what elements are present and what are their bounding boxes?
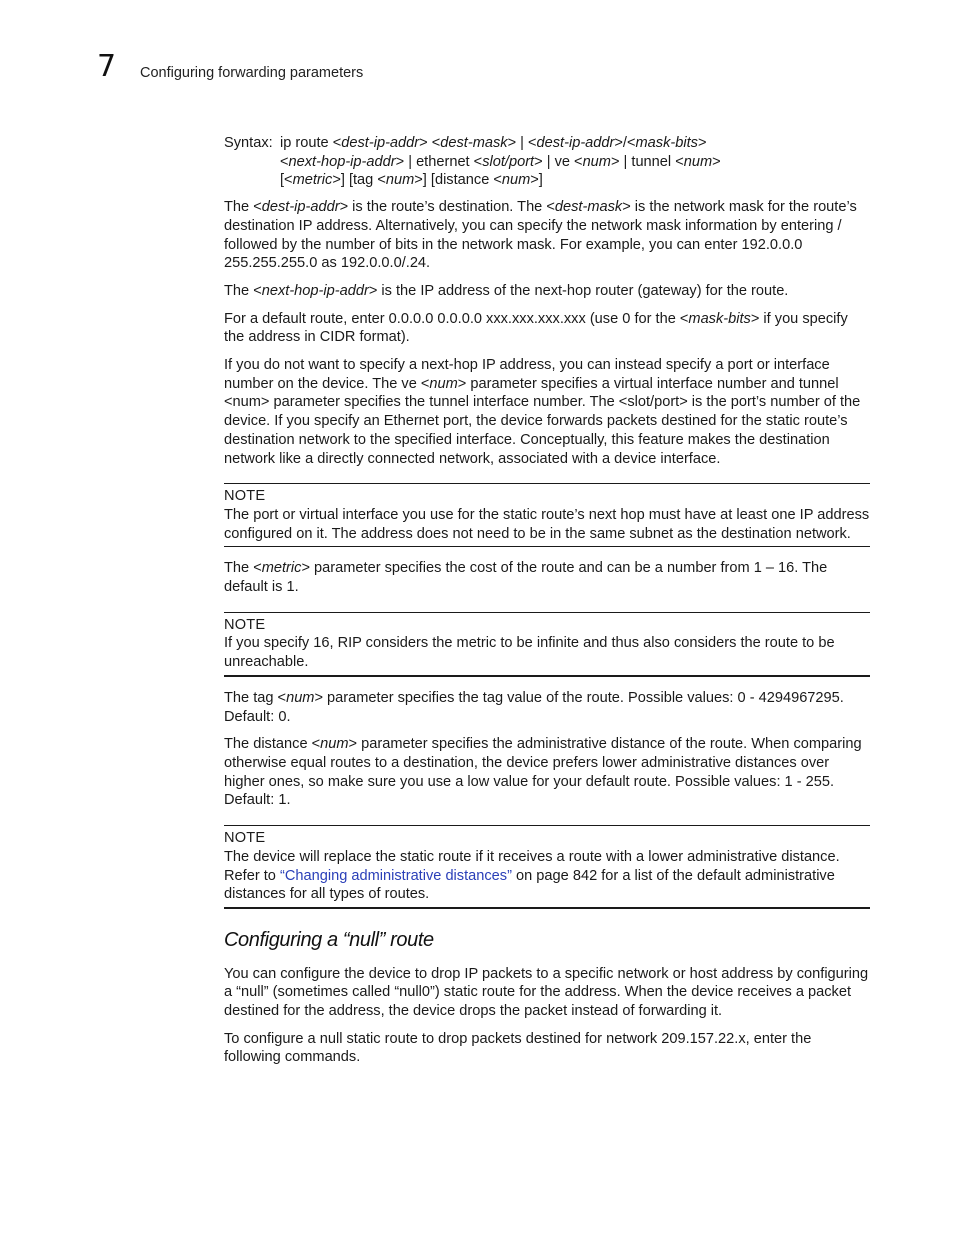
syntax-label: Syntax: <box>224 135 273 151</box>
note-box-2 <box>224 612 870 677</box>
paragraph-null-route-commands: To configure a null static route to drop packets destined for network 209.157.22.x, enter the following commands. <box>224 1030 812 1066</box>
cross-reference-link[interactable]: “Changing administrative distances” <box>279 867 512 884</box>
note-title: NOTE <box>224 830 266 847</box>
paragraph-dest-ip-addr: The <dest-ip-addr> is the route’s destination. The <dest-mask> is the network mask for the route’s destination IP address. Alternatively, you can specify the network mask information by entering / followed by the number of bits in the network mask. For example, you can enter 192.0.0.0 255.255.255.0 as 192.0.0.0/.24. <box>224 199 857 272</box>
note-text: The port or virtual interface you use for the static route’s next hop must have at least one IP address configured on it. The address does not need to be in the same subnet as the destination network. <box>224 506 870 542</box>
keyword-distance: distance <box>253 736 308 753</box>
chapter-number: 7 <box>97 49 117 84</box>
paragraph-null-route-intro: You can configure the device to drop IP packets to a specific network or host address by configuring a “null” (sometimes called “null0”) static route for the address. When the device receives a packet destined for the address, the device drops the packet instead of forwarding it. <box>224 965 869 1020</box>
paragraph-next-hop: The <next-hop-ip-addr> is the IP address of the next-hop router (gateway) for the route. <box>224 282 789 299</box>
syntax-line-2: <next-hop-ip-addr> | ethernet <slot/port> | ve <num> | tunnel <num> <box>280 153 721 170</box>
note-box-3 <box>224 825 870 909</box>
note-title: NOTE <box>224 616 266 633</box>
note-title: NOTE <box>224 488 266 505</box>
syntax-keyword: tunnel <box>631 153 672 170</box>
syntax-keyword: ethernet <box>416 153 470 170</box>
note-text: If you specify 16, RIP considers the metric to be infinite and thus also considers the route to be unreachable. <box>224 635 835 671</box>
section-heading: Configuring a “null” route <box>224 928 434 951</box>
syntax-line-1: ip route <dest-ip-addr> <dest-mask> | <dest-ip-addr>/<mask-bits> <box>280 135 707 151</box>
syntax-line-3: [<metric>] [tag <num>] [distance <num>] <box>280 172 543 189</box>
note-box-1 <box>224 483 870 547</box>
syntax-keyword: tag <box>353 172 374 189</box>
keyword-tag: tag <box>253 689 274 706</box>
page-content <box>224 134 870 1076</box>
syntax-keyword: ve <box>554 153 570 170</box>
syntax-body <box>280 134 721 190</box>
syntax-block <box>224 134 870 190</box>
paragraph-tag: The tag <num> parameter specifies the tag value of the route. Possible values: 0 - 4294967295. Default: 0. <box>224 689 844 725</box>
note-text: The device will replace the static route if it receives a route with a lower administrative distance. Refer to “Changing administrative distances” on page 842 for a list of the default administrative distances for all types of routes. <box>224 848 840 903</box>
chapter-title: Configuring forwarding parameters <box>140 65 364 81</box>
paragraph-metric: The <metric> parameter specifies the cost of the route and can be a number from 1 – 16. The default is 1. <box>224 560 828 596</box>
paragraph-port-interface: If you do not want to specify a next-hop IP address, you can instead specify a port or interface number on the device. The ve <num> parameter specifies a virtual interface number and tunnel <num> parameter specifies the tunnel interface number. The <slot/port> is the port’s number of the device. If you specify an Ethernet port, the device forwards packets destined for the static route’s destination network to the specified interface. Conceptually, this feature makes the destination network like a directly connected network, associated with a device interface. <box>224 357 861 467</box>
syntax-keyword: ip route <box>280 135 329 151</box>
paragraph-default-route: For a default route, enter 0.0.0.0 0.0.0.0 xxx.xxx.xxx.xxx (use 0 for the <mask-bits> if you specify the address in CIDR format). <box>224 310 848 346</box>
syntax-keyword: distance <box>434 172 490 189</box>
paragraph-distance: The distance <num> parameter specifies the administrative distance of the route. When comparing otherwise equal routes to a destination, the device prefers lower administrative distances over higher ones, so make sure you use a low value for your default route. Possible values: 1 - 255. Default: 1. <box>224 736 862 809</box>
